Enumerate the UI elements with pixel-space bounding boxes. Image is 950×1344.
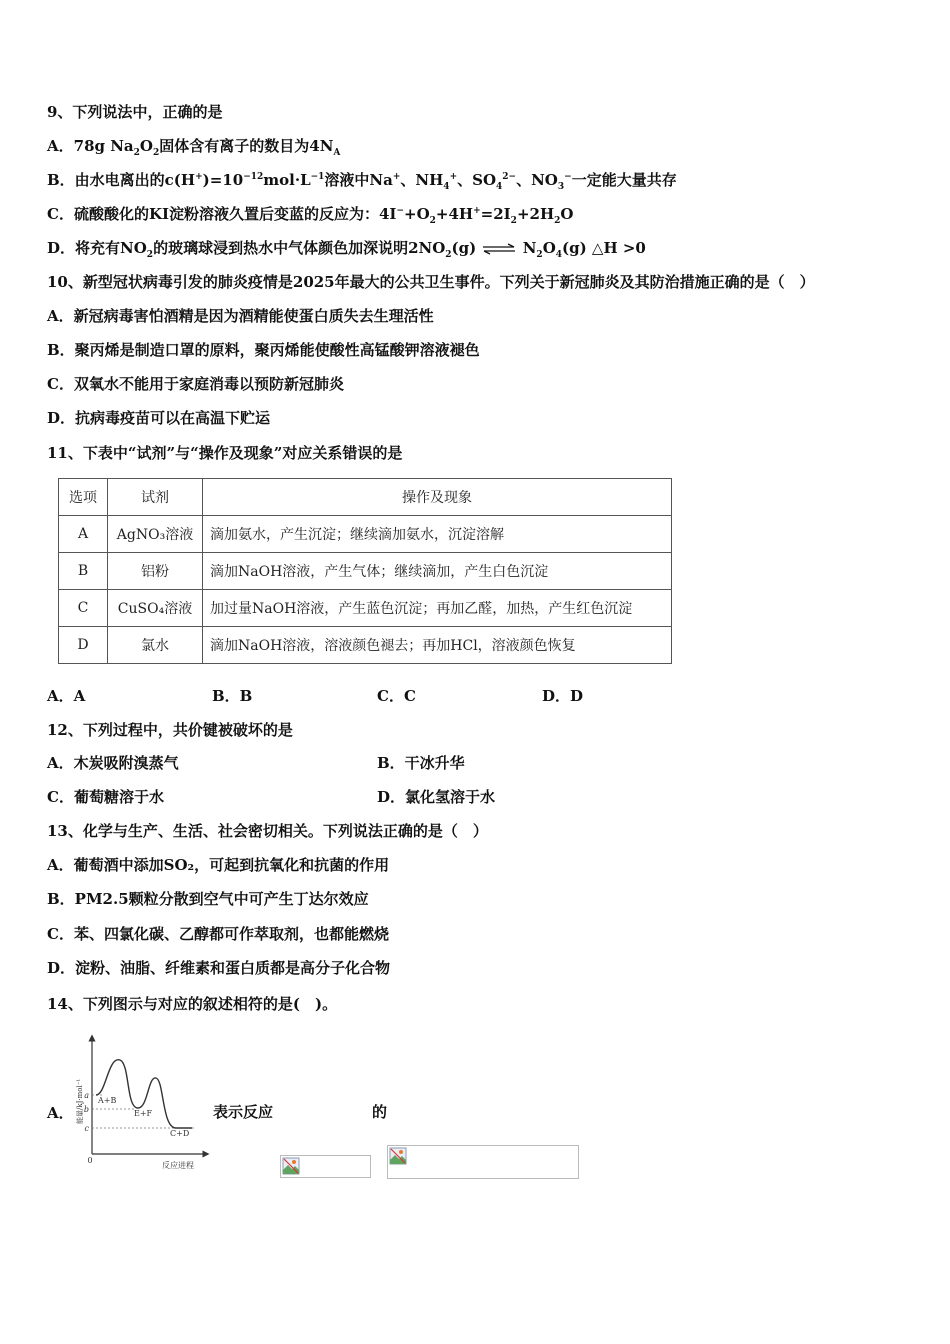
energy-profile-graph: [72, 1032, 212, 1172]
table-cell: 滴加氨水，产生沉淀；继续滴加氨水，沉淀溶解: [203, 516, 672, 553]
q12-option-c: C．葡萄糖溶于水: [47, 788, 164, 806]
q12-option-b: B．干冰升华: [377, 754, 465, 772]
table-cell: 氯水: [108, 627, 203, 664]
label-ef: E+F: [134, 1109, 153, 1118]
table-cell: A: [59, 516, 108, 553]
table-header-row: [59, 479, 672, 516]
table-row: [59, 516, 672, 553]
q9-stem: 9、下列说法中，正确的是: [47, 103, 223, 121]
q12-option-a: A．木炭吸附溴蒸气: [47, 754, 179, 772]
q11-option-d: D．D: [542, 687, 584, 705]
broken-image-icon: [389, 1147, 407, 1165]
table-cell: C: [59, 590, 108, 627]
table-row: [59, 590, 672, 627]
table-cell: 加过量NaOH溶液，产生蓝色沉淀；再加乙醛，加热，产生红色沉淀: [203, 590, 672, 627]
x-axis-label: 反应进程: [162, 1161, 194, 1170]
table-header-cell: 选项: [59, 479, 108, 516]
q10-option-d: D．抗病毒疫苗可以在高温下贮运: [47, 409, 271, 427]
table-header-cell: 试剂: [108, 479, 203, 516]
table-cell: 滴加NaOH溶液，溶液颜色褪去；再加HCl，溶液颜色恢复: [203, 627, 672, 664]
q9-option-b: B．由水电离出的$c(H^+)=10^{-12}mol\cdot L^{-1}$溶液中Na+、$NH_4^+$、$SO_4^{2-}$、$NO_3^-$一定能大量共存: [47, 171, 677, 192]
q12-option-d: D．氯化氢溶于水: [377, 788, 496, 806]
table-header-cell: 操作及现象: [203, 479, 672, 516]
q11-option-a: A．A: [47, 687, 86, 705]
q14-option-a-label: A．: [47, 1104, 74, 1122]
q11-option-b: B．B: [212, 687, 253, 705]
table-cell: AgNO₃溶液: [108, 516, 203, 553]
q14-stem: 14、下列图示与对应的叙述相符的是( )。: [47, 995, 338, 1013]
table-cell: CuSO₄溶液: [108, 590, 203, 627]
q13-option-a: A．葡萄酒中添加SO₂，可起到抗氧化和抗菌的作用: [47, 856, 390, 874]
q10-option-b: B．聚丙烯是制造口罩的原料，聚丙烯能使酸性高锰酸钾溶液褪色: [47, 341, 480, 359]
equilibrium-arrow-icon: [481, 243, 517, 255]
table-row: [59, 627, 672, 664]
q13-stem: 13、化学与生产、生活、社会密切相关。下列说法正确的是（ ）: [47, 822, 488, 840]
broken-image-icon: [282, 1157, 300, 1175]
table-row: [59, 553, 672, 590]
tick-a: a: [84, 1091, 89, 1100]
q14-text-1: 表示反应: [213, 1103, 274, 1121]
y-axis-label: 能量/kJ·mol⁻¹: [76, 1078, 84, 1124]
q11-option-c: C．C: [377, 687, 416, 705]
q10-option-c: C．双氧水不能用于家庭消毒以预防新冠肺炎: [47, 375, 344, 393]
q13-option-c: C．苯、四氯化碳、乙醇都可作萃取剂，也都能燃烧: [47, 925, 389, 943]
table-cell: D: [59, 627, 108, 664]
tick-c: c: [84, 1124, 89, 1133]
table-cell: 铝粉: [108, 553, 203, 590]
tick-b: b: [83, 1105, 89, 1114]
q10-option-a: A．新冠病毒害怕酒精是因为酒精能使蛋白质失去生理活性: [47, 307, 434, 325]
q10-stem: 10、新型冠状病毒引发的肺炎疫情是2025年最大的公共卫生事件。下列关于新冠肺炎及其防治措施正确的是（ ）: [47, 273, 815, 291]
table-cell: 滴加NaOH溶液，产生气体；继续滴加，产生白色沉淀: [203, 553, 672, 590]
q9-option-c: C．硫酸酸化的KI淀粉溶液久置后变蓝的反应为：$4I^-+O_2+4H^+=2I_2+2H_2O$: [47, 205, 574, 226]
q11-stem: 11、下表中“试剂”与“操作及现象”对应关系错误的是: [47, 444, 403, 462]
q9-option-a: A．78g $Na_2O_2$固体含有离子的数目为$4N_A$: [47, 137, 341, 158]
label-ab: A+B: [98, 1096, 117, 1105]
q13-option-b: B．PM2.5颗粒分散到空气中可产生丁达尔效应: [47, 890, 369, 908]
q14-text-2: 的: [372, 1103, 388, 1121]
q9-option-d: D．将充有$NO_2$的玻璃球浸到热水中气体颜色加深说明$2NO_2(g)$ $N_2O_4(g)$ △H >0: [47, 239, 646, 260]
q11-table: [58, 478, 672, 664]
q13-option-d: D．淀粉、油脂、纤维素和蛋白质都是高分子化合物: [47, 959, 391, 977]
origin-label: 0: [87, 1156, 93, 1165]
q12-stem: 12、下列过程中，共价键被破坏的是: [47, 721, 293, 739]
label-cd: C+D: [170, 1129, 190, 1138]
table-cell: B: [59, 553, 108, 590]
broken-image-placeholder: [280, 1155, 371, 1178]
broken-image-placeholder: [387, 1145, 579, 1179]
